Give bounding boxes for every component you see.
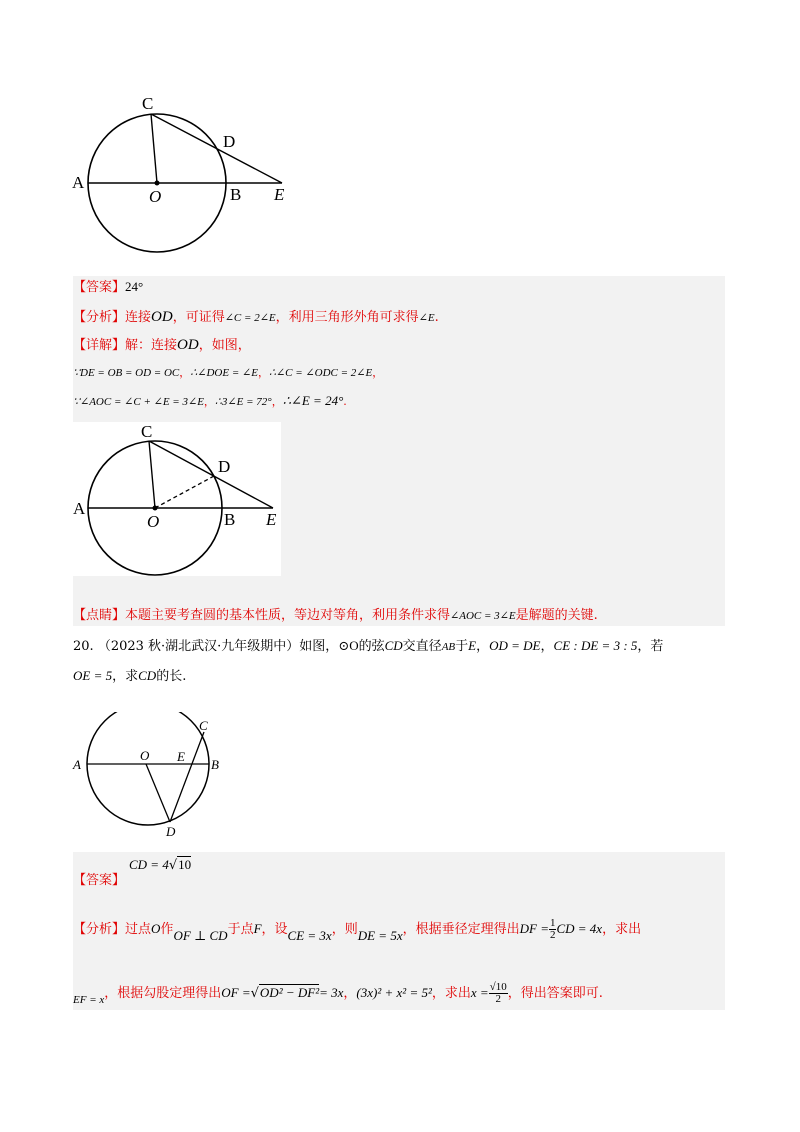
label-c-3: C	[199, 718, 208, 733]
q19-analysis-eq: ∠C = 2∠E	[224, 312, 276, 324]
q20-text1: 的弦	[358, 639, 385, 654]
label-e-3: E	[177, 749, 185, 764]
q20-a-perp: OF ⊥ CD	[173, 928, 228, 943]
q19-detail-od: OD	[177, 337, 199, 353]
q20-b3: ，求出	[431, 986, 471, 1001]
q19-comment-text2: 是解题的关键.	[515, 608, 598, 623]
line-oc-2	[149, 441, 155, 508]
q20-answer-tag: 【答案】	[73, 873, 126, 888]
q20-a4: ，设	[261, 922, 288, 937]
q20-a3: 于点	[227, 922, 254, 937]
q20-analysis-line1	[73, 918, 641, 941]
q19-comment-tag: 【点睛】	[73, 608, 126, 623]
label-c-2: C	[141, 422, 153, 441]
q20-source: （2023 秋·湖北武汉·九年级期中）如图，	[97, 639, 339, 654]
q19-detail-line	[73, 336, 251, 355]
q19-step2-sep2: ，	[271, 395, 283, 408]
q20-text8: 的长.	[156, 669, 187, 684]
line-od	[146, 764, 170, 822]
label-e-2: E	[266, 510, 277, 529]
q19-analysis-text1: 连接	[125, 310, 152, 325]
q20-a-ce: CE = 3x	[287, 928, 332, 943]
q20-question-line2	[73, 667, 186, 686]
label-d-2: D	[218, 457, 231, 476]
label-c: C	[142, 94, 154, 113]
q20-b-x-lhs: x =	[470, 985, 489, 1000]
q19-detail-text1: 解：连接	[125, 338, 178, 353]
q20-od-de: OD = DE	[489, 638, 541, 653]
label-d: D	[223, 132, 236, 151]
q20-b-eq: (3x)² + x² = 5²	[356, 985, 432, 1000]
figure-circle-3	[70, 712, 230, 842]
q19-answer-value: 24°	[125, 279, 144, 294]
q19-step2-b: ∴3∠E = 72°	[214, 396, 272, 408]
q19-comment-eq: ∠AOC = 3∠E	[450, 610, 516, 622]
q19-step1-a: ∵DE = OB = OD = OC	[73, 367, 180, 379]
line-ce	[151, 114, 282, 183]
q20-a2: 作	[160, 922, 174, 937]
q19-step2-a: ∵∠AOC = ∠C + ∠E = 3∠E	[73, 396, 204, 408]
figure-1-svg	[60, 90, 300, 270]
q20-a-df-rhs: CD = 4x	[556, 921, 603, 936]
q19-step1-sep1: ，	[179, 366, 191, 379]
q20-e: E	[468, 638, 477, 653]
q20-text6: ，若	[637, 639, 664, 654]
q20-b2: ，	[343, 986, 357, 1001]
q20-answer-rad: 10	[178, 857, 192, 872]
q20-ab: AB	[441, 641, 456, 653]
q20-answer-lhs: CD = 4	[129, 857, 169, 872]
q20-question-line1	[73, 637, 663, 656]
q20-a-f: F	[253, 921, 262, 936]
line-oc	[151, 114, 157, 183]
q19-step2-c: ∴∠E = 24°	[282, 393, 344, 408]
q19-step1-line	[73, 364, 383, 382]
q20-text4: ，	[476, 639, 490, 654]
q20-circle-o: ⊙O	[338, 638, 359, 653]
label-b: B	[230, 185, 242, 204]
label-d-3: D	[166, 824, 176, 839]
point-o-2	[153, 506, 158, 511]
label-b-2: B	[224, 510, 236, 529]
q19-step1-b: ∴∠DOE = ∠E	[190, 367, 258, 379]
line-dc	[170, 732, 204, 822]
label-o-3: O	[140, 748, 150, 763]
q20-text7: ，求	[112, 669, 139, 684]
q20-b1: ，根据勾股定理得出	[104, 986, 222, 1001]
q20-b4: ，得出答案即可.	[507, 986, 603, 1001]
q20-b-ef: EF = x	[73, 994, 105, 1006]
q19-answer-tag: 【答案】	[73, 280, 126, 295]
figure-2-svg	[73, 422, 281, 576]
q20-answer-math: CD = 4√10	[129, 857, 192, 873]
q19-analysis-text2: ，可证得	[172, 310, 225, 325]
q19-step2-end: .	[343, 395, 347, 408]
q20-text5: ，	[540, 639, 554, 654]
q19-analysis-end: .	[434, 310, 439, 325]
q19-detail-text2: ，如图，	[198, 338, 251, 353]
q19-analysis-tag: 【分析】	[73, 310, 126, 325]
line-ce-2	[149, 441, 273, 508]
q20-a1: 过点	[125, 922, 152, 937]
q19-comment-text1: 本题主要考查圆的基本性质，等边对等角，利用条件求得	[125, 608, 451, 623]
q19-analysis-text3: ，利用三角形外角可求得	[275, 310, 419, 325]
q19-analysis-angle: ∠E	[418, 312, 435, 324]
q20-analysis-line2: $_{EF = x}$，根据勾股定理得出OF =√OD² − DF²= 3x，(3x)² + x² = 5²，求出x = $\frac{√10}{2}$ ，得出答案即可.	[73, 981, 603, 1006]
q20-b-x-num: √10	[489, 981, 507, 993]
q20-a7: ，求出	[602, 922, 642, 937]
q20-a-half-den: 2	[549, 929, 556, 941]
q19-analysis-line	[73, 308, 439, 327]
q19-analysis-od: OD	[151, 309, 173, 325]
q19-detail-tag: 【详解】	[73, 338, 126, 353]
figure-circle-1	[60, 90, 300, 270]
q20-b-x-frac	[489, 982, 508, 1005]
label-a: A	[72, 173, 85, 192]
q19-step2-line	[73, 392, 347, 411]
q20-cd: CD	[384, 638, 403, 653]
point-o	[155, 181, 160, 186]
q20-number: 20.	[73, 639, 94, 654]
q19-comment-line	[73, 607, 598, 625]
q20-cd2: CD	[138, 668, 157, 683]
q20-a-de: DE = 5x	[357, 928, 403, 943]
q19-step2-sep1: ，	[203, 395, 215, 408]
q19-solution-block	[73, 276, 725, 626]
figure-circle-2	[73, 422, 281, 576]
q20-text3: 于	[455, 639, 469, 654]
q19-step1-sep2: ，	[257, 366, 269, 379]
label-a-3: A	[73, 757, 81, 772]
figure-3-svg	[70, 712, 230, 842]
q20-a5: ，则	[331, 922, 358, 937]
q20-a6: ，根据垂径定理得出	[402, 922, 520, 937]
label-e: E	[274, 185, 285, 204]
q20-b-of-rad: OD² − DF²	[259, 985, 320, 1000]
q20-a-o: O	[151, 921, 161, 936]
q20-b-of-rhs: = 3x	[319, 985, 344, 1000]
label-b-3: B	[211, 757, 219, 772]
q20-b-x-den: 2	[495, 993, 501, 1005]
q20-answer-line	[73, 872, 125, 890]
q20-analysis-tag: 【分析】	[73, 922, 126, 937]
label-a-2: A	[73, 499, 86, 518]
q20-solution-block	[73, 852, 725, 1010]
q20-b-of-lhs: OF =	[221, 985, 251, 1000]
line-od-dashed	[155, 476, 214, 508]
q19-step1-sep3: ，	[372, 366, 384, 379]
label-o: O	[149, 187, 162, 206]
q20-ratio: CE : DE = 3 : 5	[553, 638, 638, 653]
label-o-2: O	[147, 512, 160, 531]
q19-answer-line	[73, 278, 143, 297]
q20-text2: 交直径	[402, 639, 442, 654]
q20-a-df-lhs: DF =	[519, 921, 549, 936]
q20-oe: OE = 5	[73, 668, 113, 683]
q19-step1-c: ∴∠C = ∠ODC = 2∠E	[268, 367, 373, 379]
q20-a-half-num: 1	[549, 917, 556, 929]
